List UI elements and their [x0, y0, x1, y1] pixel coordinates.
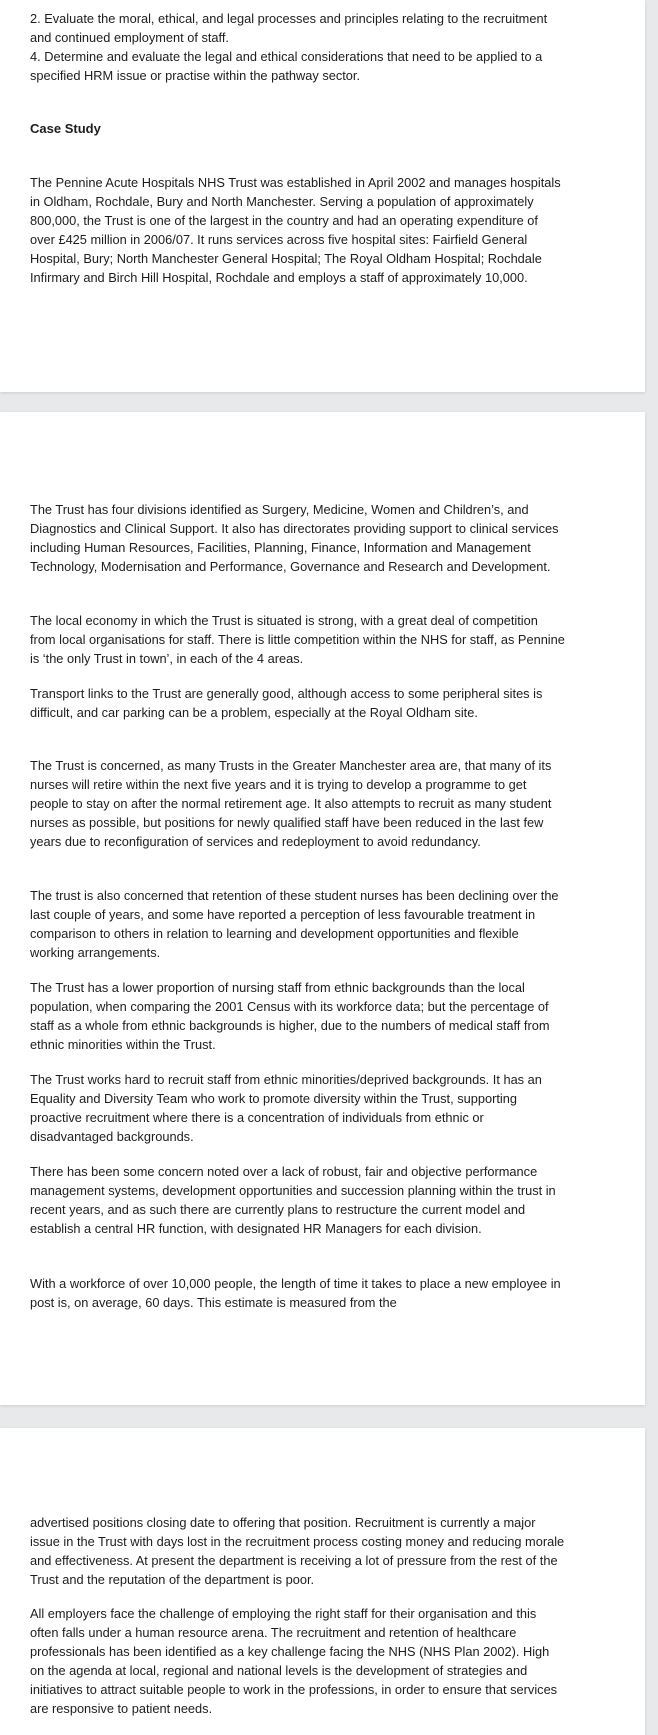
paragraph-retirement: The Trust is concerned, as many Trusts in the Greater Manchester area are, that many of its nurses will retire within the next five years and it is trying to develop a programme to get people to stay on after the normal retirement age. It also attempts to recruit as many student nurses as possible, but positions for newly qualified staff have been reduced in the last few years due to reconfiguration of services and redeployment to avoid redundancy.	[30, 758, 552, 849]
objective-4: 4. Determine and evaluate the legal and ethical considerations that need to be applied to a specified HRM issue or practise within the pathway sector.	[30, 49, 543, 83]
objectives-list	[30, 9, 565, 85]
document-page-1	[0, 0, 645, 392]
document-page-3	[0, 1428, 645, 1735]
paragraph-ethnic-proportion: The Trust has a lower proportion of nursing staff from ethnic backgrounds than the local population, when comparing the 2001 Census with its workforce data; but the percentage of staff as a whole from ethnic backgrounds is higher, due to the numbers of medical staff from ethnic minorities within the Trust.	[30, 980, 550, 1052]
document-page-2	[0, 412, 645, 1405]
paragraph-divisions: The Trust has four divisions identified as Surgery, Medicine, Women and Children’s, and Diagnostics and Clinical Support. It also has directorates providing support to clinical services including Human Resources, Facilities, Planning, Finance, Information and Management Technology, Modernisation and Performance, Governance and Research and Development.	[30, 502, 559, 574]
paragraph-local-economy: The local economy in which the Trust is situated is strong, with a great deal of competition from local organisations for staff. There is little competition within the NHS for staff, as Pennine is ‘the only Trust in town’, in each of the 4 areas.	[30, 613, 565, 666]
paragraph-equality-diversity: The Trust works hard to recruit staff from ethnic minorities/deprived backgrounds. It has an Equality and Diversity Team who work to promote diversity within the Trust, supporting proactive recruitment where there is a concentration of individuals from ethnic or disadvantaged backgrounds.	[30, 1072, 542, 1144]
paragraph-workforce: With a workforce of over 10,000 people, the length of time it takes to place a new employee in post is, on average, 60 days. This estimate is measured from the	[30, 1276, 561, 1310]
paragraph-recruitment-issue: advertised positions closing date to offering that position. Recruitment is currently a major issue in the Trust with days lost in the recruitment process costing money and reducing morale and effectiveness. At present the department is receiving a lot of pressure from the rest of the Trust and the reputation of the department is poor.	[30, 1515, 565, 1587]
case-study-heading: Case Study	[30, 121, 101, 136]
paragraph-transport: Transport links to the Trust are generally good, although access to some peripheral sites is difficult, and car parking can be a problem, especially at the Royal Oldham site.	[30, 686, 543, 720]
objective-2: 2. Evaluate the moral, ethical, and legal processes and principles relating to the recruitment and continued employment of staff.	[30, 11, 548, 45]
paragraph-retention: The trust is also concerned that retention of these student nurses has been declining over the last couple of years, and some have reported a perception of less favourable treatment in comparison to others in relation to learning and development opportunities and flexible working arrangements.	[30, 888, 559, 960]
paragraph-performance-management: There has been some concern noted over a lack of robust, fair and objective performance management systems, development opportunities and succession planning within the trust in recent years, and as such there are currently plans to restructure the current model and establish a central HR function, with designated HR Managers for each division.	[30, 1164, 556, 1236]
intro-paragraph: The Pennine Acute Hospitals NHS Trust was established in April 2002 and manages hospitals in Oldham, Rochdale, Bury and North Manchester. Serving a population of approximately 800,000, the Trust is one of the largest in the country and had an operating expenditure of over £425 million in 2006/07. It runs services across five hospital sites: Fairfield General Hospital, Bury; North Manchester General Hospital; The Royal Oldham Hospital; Rochdale Infirmary and Birch Hill Hospital, Rochdale and employs a staff of approximately 10,000.	[30, 175, 561, 285]
paragraph-employer-challenge: All employers face the challenge of employing the right staff for their organisation and this often falls under a human resource arena. The recruitment and retention of healthcare professionals has been identified as a key challenge facing the NHS (NHS Plan 2002). High on the agenda at local, regional and national levels is the development of strategies and initiatives to attract suitable people to work in the professions, in order to ensure that services are responsive to patient needs.	[30, 1606, 558, 1716]
